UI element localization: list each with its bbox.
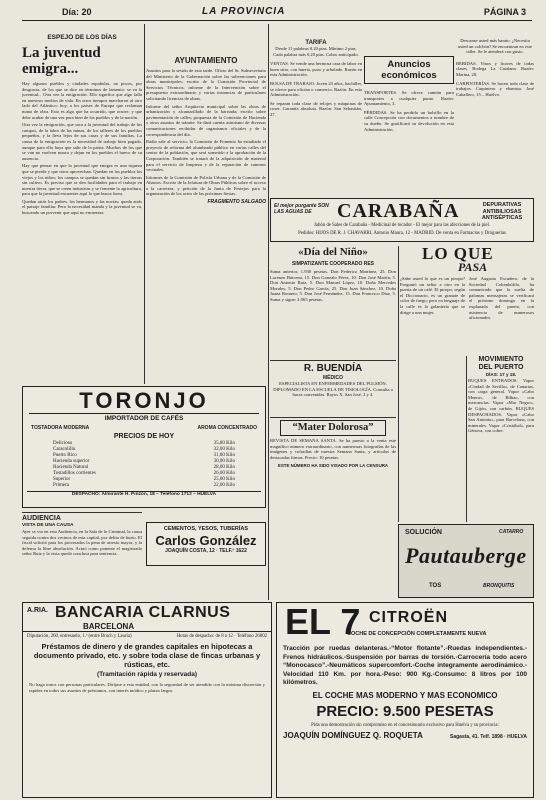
- buendia-body: ESPECIALISTA EN ENFERMEDADES DEL PULMÓN, DIPLOMADO EN LA ESCUELA DE TISIOLOGÍA. Consulta a horas convenidas. Rayos X. San José, 2 y 4.: [273, 381, 393, 398]
- banco-name: BANCARIA CLARNUS: [55, 604, 231, 621]
- banco-info-row: [27, 634, 267, 640]
- dia-del-nino-title: «Día del Niño»: [298, 246, 368, 258]
- citroen-price: PRECIO: 9.500 PESETAS: [316, 702, 494, 720]
- audiencia-body: Ayer se vio en esta Audiencia, en la Sala de lo Criminal, la causa seguida contra dos vecinos de esta capital, por delito de hurto. El fiscal solicitó para los procesados la pena de arresto mayor, y la defensa la libre absolución. Actuó como ponente el magistrado señor Ruiz y la vista quedó conclusa para sentencia.: [22, 529, 142, 557]
- column-divider: [398, 246, 399, 522]
- carabana-brand: CARABAÑA: [337, 200, 460, 222]
- column-divider: [466, 356, 467, 522]
- movimiento-title: MOVIMIENTO: [478, 356, 524, 363]
- censura-note: ESTE NÚMERO HA SIDO VISADO POR LA CENSURA: [277, 463, 389, 469]
- buendia-ad: [270, 360, 396, 418]
- buendia-name: R. BUENDÍA: [303, 363, 363, 374]
- price-item-name: Puerto Rico: [53, 453, 77, 458]
- pautauberge-brand: Pautauberge: [405, 543, 527, 568]
- price-item-value: 22,00 Kilo: [213, 483, 235, 488]
- pautauberge-bottom: TOS: [429, 583, 442, 589]
- bolsa-trabajo-ad: BOLSA DE TRABAJO. Joven 23 años, bachiller, se ofrece para oficina o comercio. Razón: En esta Administración.: [270, 80, 362, 98]
- banco-note: (Tramitación rápida y reservada): [96, 671, 198, 678]
- carpinteria-ad: CARPINTERÍAS. Se hacen toda clase de trabajos. Carpintero y ebanista. José Caballero, 15 – Huelva.: [456, 80, 534, 97]
- banco-city: BARCELONA: [83, 622, 135, 631]
- price-item-name: Superior: [53, 477, 71, 482]
- toronjo-price-list: [53, 441, 235, 489]
- column-4-classifieds: [456, 24, 534, 196]
- column-divider: [268, 24, 269, 600]
- mater-dolorosa-block: [270, 418, 396, 522]
- citroen-dealer-address: Sagasta, 41. Telf. 1898 · HUELVA: [450, 733, 527, 740]
- column-2: [146, 24, 266, 384]
- dia-del-nino-block: [270, 246, 396, 358]
- pautauberge-small: SOLUCIÓN: [405, 529, 442, 536]
- price-item-value: 32,00 Kilo: [213, 447, 235, 452]
- ayuntamiento-body-3: Radio sale al servicio; la Comisión de Fomento ha estudiado el proyecto de reforma del alumbrado público en varias calles del centro de la población, que será sometido a la aprobación de la Corporación. También se tratará de la adquisición de material para el servicio de limpieza y de la reparación de caminos vecinales.: [146, 139, 266, 173]
- price-item-value: 25,00 Kilo: [213, 477, 235, 482]
- citroen-note: Pida una demostración sin compromiso en el concesionario exclusivo para Huelva y su provincia:: [311, 722, 499, 728]
- article-body-3: Hay que pensar en que la juventud que emigra es una riqueza que se pierde y que otros aprovechan. Quedan en los pueblos los viejos y los niños; los campos se quedan sin brazos y las tierras sin cultivo. Es preciso que se den facilidades para el trabajo en nuestra tierra, que se creen industrias y se fomente la agricultura, para que la juventud encuentre aquí lo que busca fuera.: [22, 163, 142, 197]
- pautauberge-left: CATARRO: [499, 529, 524, 535]
- perdidas-ad: PÉRDIDAS. Se ha perdido un bolsillo en la calle Concepción con documentos a nombre de su dueño. Se gratificará su devolución en esta Administración.: [364, 109, 454, 132]
- banco-body: No haga tratos con personas particulares. Diríjase a esta entidad, con la seguridad de ser atendido con la máxima discreción y rapidez en todos sus asuntos de préstamos, con interés módico y plazos largos.: [29, 682, 265, 693]
- citroen-header: [277, 603, 533, 643]
- colchon-ad: Descanse usted más barato. ¿Necesita usted un colchón? Se encuentran en este taller. Se le atenderá con gusto.: [458, 38, 532, 55]
- price-item-value: 35,80 Kilo: [213, 441, 235, 446]
- audiencia-title: AUDIENCIA: [22, 512, 142, 523]
- banco-hours: Horas de despacho: de 8 a 12 · Teléfono 26802: [176, 634, 267, 639]
- column-divider: [144, 24, 145, 384]
- table-row: [53, 483, 235, 489]
- toronjo-col-right: AROMA CONCENTRADO: [197, 425, 257, 431]
- lo-que-pasa-body-1: ¿Sabe usted lo que es un piropo? Preguntó un señor a otro en la puerta de un café. El piropo, según el Diccionario, es un granate de color de fuego; pero en lenguaje de la calle es la galantería que se dirige a una mujer.: [400, 276, 465, 315]
- lo-que-pasa-title-2: PASA: [458, 260, 488, 274]
- citroen-dealer: JOAQUÍN DOMÍNGUEZ Q. ROQUETA: [283, 730, 423, 740]
- ayuntamiento-body-4: Informes de la Comisión de Policía Urbana y de la Comisión de Abastos. Escrito de la Jefatura de Obras Públicas sobre el acceso a la carretera, y petición de la Junta de Festejos para la organización de los actos de las próximas fiestas.: [146, 174, 266, 197]
- price-item-value: 30,00 Kilo: [213, 459, 235, 464]
- masthead-title: LA PROVINCIA: [202, 6, 286, 17]
- toronjo-ad: [22, 386, 266, 508]
- audiencia-subtitle: VISTA DE UNA CAUSA: [22, 523, 74, 528]
- tarifa-body: Desde 11 palabras 0,20 ptas. Mínimo 2 ptas. Cada palabra más 0,20 ptas. Cobro anticipado.: [273, 46, 359, 57]
- carabana-right: [471, 202, 533, 222]
- article-body-2: Otra vez la emigración, que saca a la juventud del trabajo de los campos, de la labor de las minas, de los talleres de los pueblos pequeños, y la lleva lejos de sus casas y de sus familias. La causa de la emigración es la necesidad de trabajo bien pagado, aunque para ello haya que salir de la patria. Muchos de los que se van no vuelven nunca y dejan en los pueblos el hueco de su ausencia.: [22, 122, 142, 161]
- cementos-ad: [146, 522, 266, 566]
- price-item-value: 31,80 Kilo: [213, 453, 235, 458]
- ayuntamiento-body-1: Asuntos para la sesión de esta tarde. Oficio del Sr. Subsecretario del Ministerio de la Gobernación sobre las subvenciones para obras municipales; escrito de la Comisión Provincial de Servicios Técnicos; informe de la Intervención sobre el presupuesto extraordinario y varias instancias de particulares solicitando licencias de obras.: [146, 68, 266, 101]
- transportes-ad: TRANSPORTES. Se ofrece camión para transportes a cualquier punto. Razón: Ayuntamiento, 3.: [364, 90, 454, 107]
- reparaciones-ad: Se reparan toda clase de relojes y máquinas de coser. Garantía absoluta. Razón: San Sebastián, 27.: [270, 100, 362, 117]
- price-item-name: Hacienda superior: [53, 459, 90, 464]
- lo-que-pasa-block: [400, 244, 534, 354]
- banco-header: [23, 603, 271, 632]
- masthead-page: PÁGINA 3: [483, 7, 526, 17]
- carabana-right-2: ANTIBILIOSAS: [482, 208, 522, 215]
- ayuntamiento-body-2: Informe del señor Arquitecto municipal sobre las obras de urbanización y alcantarillado de la barriada; escrito sobre pavimentación de calles; propuesta de la Comisión de Hacienda y otros asuntos de trámite. Se dará cuenta asimismo de diversas comunicaciones recibidas de organismos oficiales y de la correspondencia del día.: [146, 103, 266, 137]
- toronjo-address: DESPACHO: Almirante H. Pinzón, 18 – Teléfono 1712 – HUELVA: [27, 491, 261, 498]
- citroen-brand: CITROËN: [369, 609, 448, 626]
- lo-que-pasa-body-2: José Augusto Escudero, de la Sociedad Colombófila, ha comunicado que la suelta de palomas mensajeras se verificará el próximo domingo en la explanada del puerto, con asistencia de numerosos aficionados.: [469, 276, 534, 321]
- citroen-tag: COCHE DE CONCEPCIÓN COMPLETAMENTE NUEVA: [347, 631, 487, 637]
- mater-dolorosa-body: REVISTA DE SEMANA SANTA. Se ha puesto a la venta este magnífico número extraordinario, con numerosas fotografías de las imágenes y cofradías de nuestra Semana Santa, y artículos de destacadas firmas. Precio: 10 pesetas.: [270, 438, 396, 460]
- toronjo-subtitle: IMPORTADOR DE CAFÉS: [104, 415, 184, 422]
- carabana-ad: [270, 198, 534, 242]
- price-item-name: Tostadillos corrientes: [53, 471, 96, 476]
- cementos-address: JOAQUÍN COSTA, 12 · TELF.º 1622: [165, 548, 247, 554]
- dia-del-nino-body: Suma anterior, 1.930 pesetas. Don Federico Martínez, 25. Don Lorenzo Bárcena, 15. Don Gonzalo Pérez, 10. Don José Martín, 5. Don Antonio Ruiz, 5. Don Manuel López, 10. Doña Mercedes Morales, 5. Don Pedro García, 25. Don Juan Sánchez, 10. Doña Juana Romero, 5. Don José Fernández, 15. Don Francisco Díaz, 5. Suma y sigue: 2.065 pesetas.: [270, 269, 396, 302]
- lo-que-pasa-title: [400, 244, 534, 276]
- anuncios-economicos-title: Anuncios económicos: [364, 56, 454, 84]
- price-item-name: Primera: [53, 483, 69, 488]
- article-body-1: Hay algunos pueblos y ciudades españolas, no pocos, por desgracia, de los que se dice en términos de lamento: se va la juventud... Otra vez la emigración. Ello significa que algo falla en nuestros medios de vida. En otros tiempos marcharon al otro lado del Atlántico; hoy, a los países de Europa que reclaman mano de obra. Esto es algo que ha ocurrido, que ocurre, y que debe acabar de una vez para bien de los pueblos y de la nación.: [22, 81, 142, 120]
- citroen-dealer-row: [283, 731, 527, 740]
- banco-reg: Diputación, 260, entresuelo, 1.ª (entre Bruch y Lauria): [27, 634, 132, 639]
- toronjo-prices-title: PRECIOS DE HOY: [113, 433, 175, 440]
- carabana-right-1: DEPURATIVAS: [482, 202, 522, 208]
- carabana-right-3: ANTISÉPTICAS: [481, 215, 523, 221]
- carabana-left: El mejor purgante SON LAS AGUAS DE: [274, 203, 329, 215]
- price-item-value: 28,00 Kilo: [213, 465, 235, 470]
- banco-slogan: Préstamos de dinero y de grandes capitales en hipotecas a documento privado, etc. y sobre toda clase de fincas urbanas y rústicas, etc.: [33, 642, 261, 669]
- price-item-name: Caracolillo: [53, 447, 76, 452]
- pautauberge-ad: [398, 524, 534, 598]
- movimiento-body: BUQUES ENTRADOS. Vapor «Ciudad de Sevilla», de Canarias, con carga general. Vapor «Cabo Menor», de Bilbao, con mercancías. Vapor «Mar Negro», de Gijón, con carbón. BUQUES DESPACHADOS. Vapor «Cabo San Antonio», para Barcelona, con minerales. Vapor «Cristóbal», para Génova, con cobre.: [468, 378, 534, 434]
- headline: La juventud emigra...: [22, 45, 101, 77]
- price-item-value: 26,00 Kilo: [213, 471, 235, 476]
- toronjo-cols: [31, 425, 257, 431]
- banco-prefix: A.RIA.: [27, 607, 48, 614]
- bancaria-clarnus-ad: [22, 602, 272, 798]
- buendia-role: MÉDICO: [323, 375, 343, 381]
- section-title: ESPEJO DE LOS DÍAS: [47, 34, 117, 41]
- masthead: [22, 6, 532, 21]
- citroen-ad: [276, 602, 534, 798]
- price-item-name: Hacienda Natural: [53, 465, 89, 470]
- ventas-ad: VENTAS. Se vende una hermosa casa de labor en buen sitio, con huerta, pozo y arbolado. Razón en esta Administración.: [270, 61, 362, 78]
- movimiento-title-2: DEL PUERTO: [478, 364, 524, 371]
- toronjo-title: TORONJO: [29, 389, 259, 414]
- carabana-line-2: Jabón de Sales de Carabaña - Medicinal de tocador - El mejor para las afecciones de la piel.: [313, 223, 491, 228]
- cementos-line-1: CEMENTOS, YESOS, TUBERÍAS: [163, 526, 249, 532]
- section-title-ayuntamiento: AYUNTAMIENTO: [174, 56, 238, 65]
- tarifa-title: TARIFA: [305, 40, 327, 46]
- masthead-day: Día: 20: [62, 7, 92, 17]
- carabana-line-3: Pedidos: HIJOS DE R. J. CHAVARRI, Antonio Maura, 12 - MADRID. De venta en Farmacias y Droguerías: [298, 231, 506, 236]
- pautauberge-right: BRONQUITIS: [483, 583, 515, 589]
- movimiento-date: DÍAS: 17 y 18.: [485, 372, 517, 377]
- bebidas-ad: BEBIDAS. Vinos y licores de todas clases. Bodega La Catalana. Razón: Marina, 20.: [456, 60, 534, 77]
- mater-dolorosa-title: “Mater Dolorosa”: [280, 420, 386, 436]
- cementos-name: Carlos González: [155, 533, 257, 548]
- audiencia-block: [22, 512, 142, 600]
- citroen-num: EL 7: [285, 602, 361, 642]
- column-3-classifieds: [270, 24, 362, 196]
- article-signature: FRAGMENTO SALGADO: [207, 199, 266, 206]
- price-item-name: Delicioso: [53, 441, 73, 446]
- citroen-tag-2: EL COCHE MAS MODERNO Y MAS ECONOMICO: [312, 690, 498, 700]
- citroen-body: Tracción por ruedas delanteras.-“Motor flotante”.-Ruedas independientes.-Frenos hidráulicos.-Suspensión por barras de torsión.-Carrocería todo acero “Monocasco”.-Neumáticos supercomfort.-Coche integramente aerodinámico.-Velocidad 110 Km. por hora.-Peso: 900 Kg.-Consumo: 8 litros por 100 kilómetros.: [283, 645, 527, 686]
- toronjo-col-left: TOSTADORA MODERNA: [31, 425, 90, 431]
- dia-del-nino-subtitle: SIMPATIZANTE COOPERADO RES: [291, 261, 375, 267]
- movimiento-puerto-block: [468, 356, 534, 522]
- article-body-4: Quedan atrás los padres, los hermanos y las novias; queda atrás el paisaje familiar. Pero la necesidad manda y la juventud se va, buscando un porvenir que aquí no encuentra.: [22, 198, 142, 216]
- lo-que-pasa-title-1: LO QUE: [422, 244, 494, 263]
- anuncios-economicos-block: [364, 24, 454, 196]
